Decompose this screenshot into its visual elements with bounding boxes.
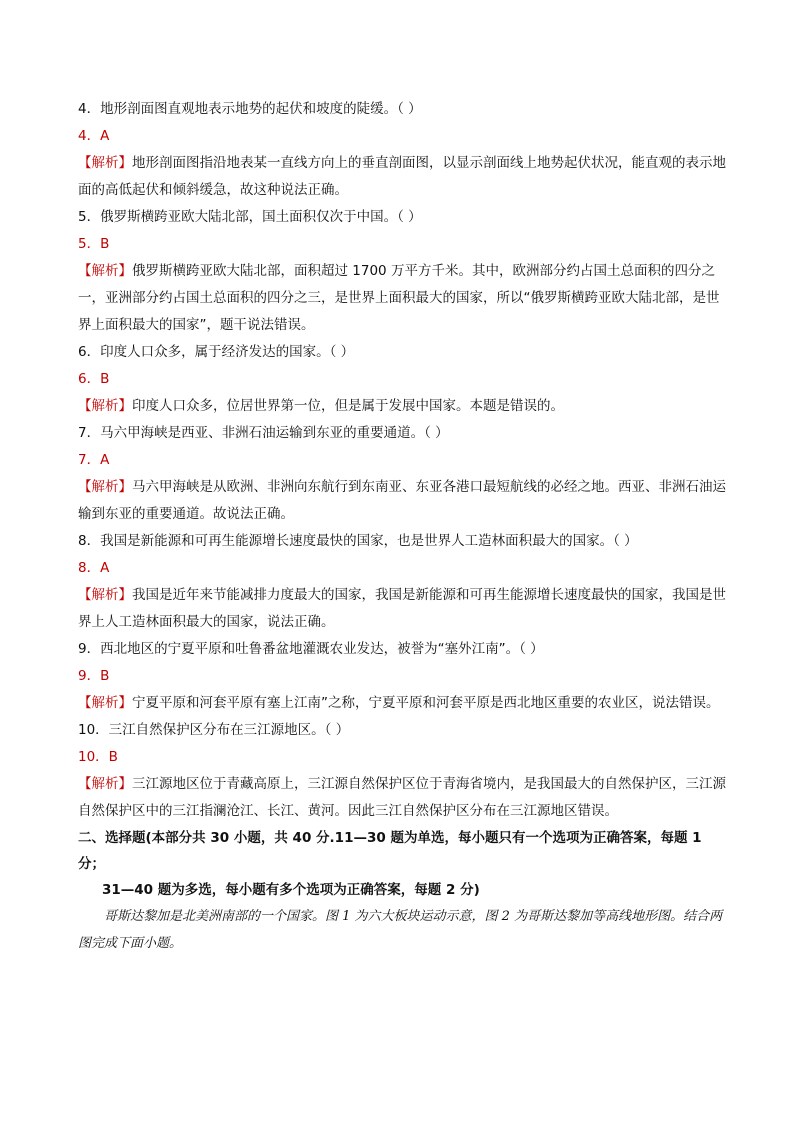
question-text: 9．西北地区的宁夏平原和吐鲁番盆地灌溉农业发达，被誉为“塞外江南”。（ ）	[78, 641, 544, 657]
explanation-text: 印度人口众多，位居世界第一位，但是属于发展中国家。本题是错误的。	[132, 398, 564, 414]
answer-text: 6．B	[78, 371, 110, 387]
section-heading	[78, 825, 726, 903]
explanation	[78, 393, 726, 420]
question-text: 5．俄罗斯横跨亚欧大陆北部，国土面积仅次于中国。（ ）	[78, 209, 422, 225]
analysis-tag: 【解析】	[78, 263, 132, 279]
question-block-9	[78, 636, 726, 717]
explanation	[78, 771, 726, 825]
explanation-text: 我国是近年来节能减排力度最大的国家，我国是新能源和可再生能源增长速度最快的国家，我国是世界上人工造林面积最大的国家，说法正确。	[78, 587, 726, 630]
explanation	[78, 582, 726, 636]
answer-text: 4．A	[78, 128, 110, 144]
analysis-tag: 【解析】	[78, 155, 132, 171]
answer-text: 9．B	[78, 668, 110, 684]
explanation-text: 地形剖面图指沿地表某一直线方向上的垂直剖面图，以显示剖面线上地势起伏状况，能直观的表示地面的高低起伏和倾斜缓急，故这种说法正确。	[78, 155, 726, 198]
question-block-8	[78, 528, 726, 636]
answer-text: 10．B	[78, 749, 118, 765]
analysis-tag: 【解析】	[78, 587, 132, 603]
explanation-text: 俄罗斯横跨亚欧大陆北部，面积超过 1700 万平方千米。其中，欧洲部分约占国土总面积的四分之一，亚洲部分约占国土总面积的四分之三，是世界上面积最大的国家，所以“俄罗斯横跨亚欧大陆北部，是世界上面积最大的国家”，题干说法错误。	[78, 263, 720, 333]
explanation	[78, 474, 726, 528]
explanation-text: 宁夏平原和河套平原有塞上江南”之称，宁夏平原和河套平原是西北地区重要的农业区，说法错误。	[132, 695, 720, 711]
explanation	[78, 150, 726, 204]
question-text: 6．印度人口众多，属于经济发达的国家。（ ）	[78, 344, 355, 360]
question-text: 4．地形剖面图直观地表示地势的起伏和坡度的陡缓。（ ）	[78, 101, 422, 117]
analysis-tag: 【解析】	[78, 479, 132, 495]
answer-text: 7．A	[78, 452, 110, 468]
answer-text: 8．A	[78, 560, 110, 576]
question-block-4	[78, 96, 726, 204]
question-block-7	[78, 420, 726, 528]
section-heading-line-1: 二、选择题(本部分共 30 小题，共 40 分.11—30 题为单选，每小题只有一个选项为正确答案，每题 1 分；	[78, 830, 702, 872]
explanation	[78, 258, 726, 339]
question-block-10	[78, 717, 726, 825]
question-block-6	[78, 339, 726, 420]
section-heading-line-2: 31—40 题为多选，每小题有多个选项为正确答案，每题 2 分)	[102, 882, 480, 898]
document-content	[78, 96, 726, 957]
question-text: 8．我国是新能源和可再生能源增长速度最快的国家，也是世界人工造林面积最大的国家。（ ）	[78, 533, 638, 549]
explanation-text: 马六甲海峡是从欧洲、非洲向东航行到东南亚、东亚各港口最短航线的必经之地。西亚、非洲石油运输到东亚的重要通道。故说法正确。	[78, 479, 726, 522]
analysis-tag: 【解析】	[78, 695, 132, 711]
explanation	[78, 690, 726, 717]
question-text: 7．马六甲海峡是西亚、非洲石油运输到东亚的重要通道。（ ）	[78, 425, 449, 441]
explanation-text: 三江源地区位于青藏高原上，三江源自然保护区位于青海省境内，是我国最大的自然保护区，三江源自然保护区中的三江指澜沧江、长江、黄河。因此三江自然保护区分布在三江源地区错误。	[78, 776, 726, 819]
answer-text: 5．B	[78, 236, 110, 252]
question-block-5	[78, 204, 726, 339]
question-text: 10．三江自然保护区分布在三江源地区。（ ）	[78, 722, 350, 738]
question-intro: 哥斯达黎加是北美洲南部的一个国家。图 1 为六大板块运动示意，图 2 为哥斯达黎加等高线地形图。结合两图完成下面小题。	[78, 909, 723, 951]
analysis-tag: 【解析】	[78, 776, 132, 792]
analysis-tag: 【解析】	[78, 398, 132, 414]
